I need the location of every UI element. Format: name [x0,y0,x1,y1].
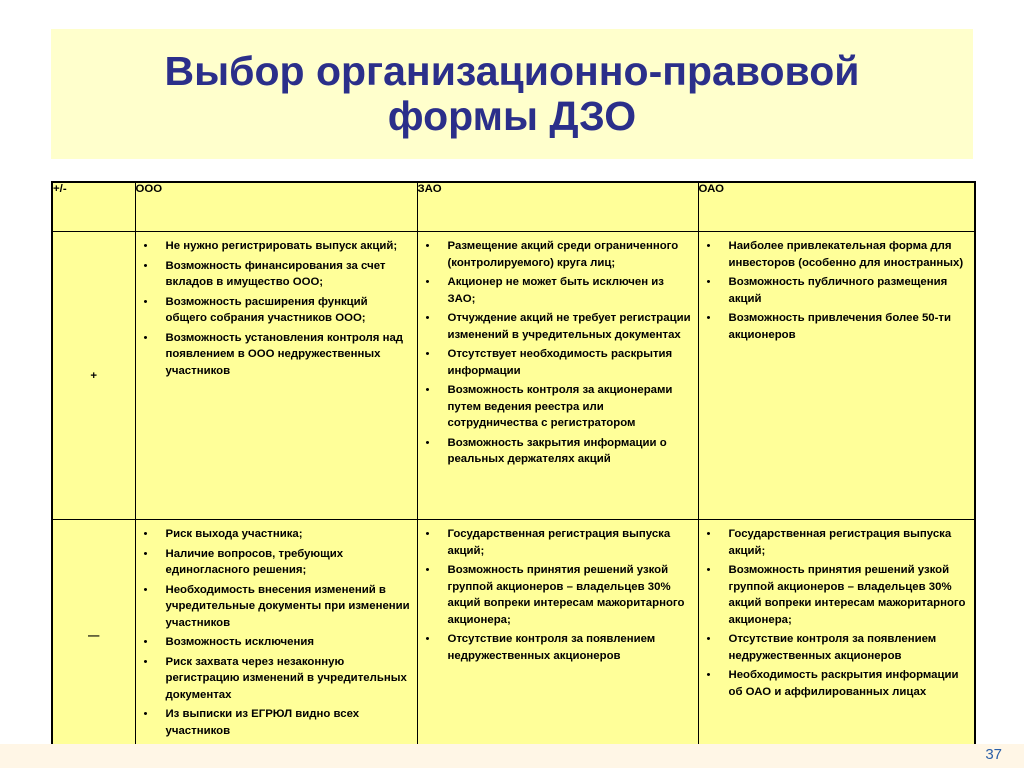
list-item: • Отсутствует необходимость раскрытия информации [448,346,692,379]
list-item: • Акционер не может быть исключен из ЗАО; [448,274,692,307]
title-box [51,29,973,159]
cons-oao-list [699,526,969,700]
list-item: • Отсутствие контроля за появлением недружественных акционеров [729,631,969,664]
pros-zao-cell [417,232,698,520]
list-item: • Возможность принятия решений узкой группой акционеров – владельцев 30% акций вопреки интересам мажоритарного акционера; [729,562,969,628]
table-row-pros [52,232,975,520]
list-item: • Риск выхода участника; [166,526,411,543]
comparison-table [51,181,976,754]
list-item: • Из выписки из ЕГРЮЛ видно всех участников [166,706,411,739]
list-item: • Возможность исключения [166,634,411,651]
table-row-cons [52,520,975,754]
list-item: • Возможность финансирования за счет вкладов в имущество ООО; [166,258,411,291]
list-item: • Не нужно регистрировать выпуск акций; [166,238,411,255]
page-number: 37 [985,746,1002,763]
list-item: • Возможность привлечения более 50-ти акционеров [729,310,969,343]
list-item: • Размещение акций среди ограниченного (контролируемого) круга лиц; [448,238,692,271]
list-item: • Возможность принятия решений узкой группой акционеров – владельцев 30% акций вопреки интересам мажоритарного акционера; [448,562,692,628]
pros-oao-list [699,238,969,343]
list-item: • Возможность публичного размещения акций [729,274,969,307]
cons-sign: — [52,520,135,754]
list-item: • Наиболее привлекательная форма для инвесторов (особенно для иностранных) [729,238,969,271]
page-title: Выбор организационно-правовой формы ДЗО [164,48,860,139]
list-item: • Отсутствие контроля за появлением недружественных акционеров [448,631,692,664]
header-row [52,182,975,232]
list-item: • Возможность расширения функций общего собрания участников ООО; [166,294,411,327]
pros-ooo-list [136,238,411,379]
list-item: • Возможность установления контроля над появлением в ООО недружественных участников [166,330,411,380]
list-item: • Необходимость раскрытия информации об ОАО и аффилированных лицах [729,667,969,700]
list-item: • Риск захвата через незаконную регистрацию изменений в учредительных документах [166,654,411,704]
cons-zao-list [418,526,692,664]
header-zao: ЗАО [417,182,698,232]
list-item: • Государственная регистрация выпуска акций; [729,526,969,559]
cons-zao-cell [417,520,698,754]
pros-zao-list [418,238,692,468]
list-item: • Возможность контроля за акционерами путем ведения реестра или сотрудничества с регистратором [448,382,692,432]
list-item: • Необходимость внесения изменений в учредительные документы при изменении участников [166,582,411,632]
header-sign: +/- [52,182,135,232]
list-item: • Возможность закрытия информации о реальных держателях акций [448,435,692,468]
cons-ooo-cell [135,520,417,754]
header-ooo: ООО [135,182,417,232]
footer-band [0,744,1024,768]
pros-sign: + [52,232,135,520]
cons-oao-cell [698,520,975,754]
header-oao: ОАО [698,182,975,232]
pros-oao-cell [698,232,975,520]
cons-ooo-list [136,526,411,739]
pros-ooo-cell [135,232,417,520]
list-item: • Наличие вопросов, требующих единогласного решения; [166,546,411,579]
list-item: • Государственная регистрация выпуска акций; [448,526,692,559]
list-item: • Отчуждение акций не требует регистрации изменений в учредительных документах [448,310,692,343]
